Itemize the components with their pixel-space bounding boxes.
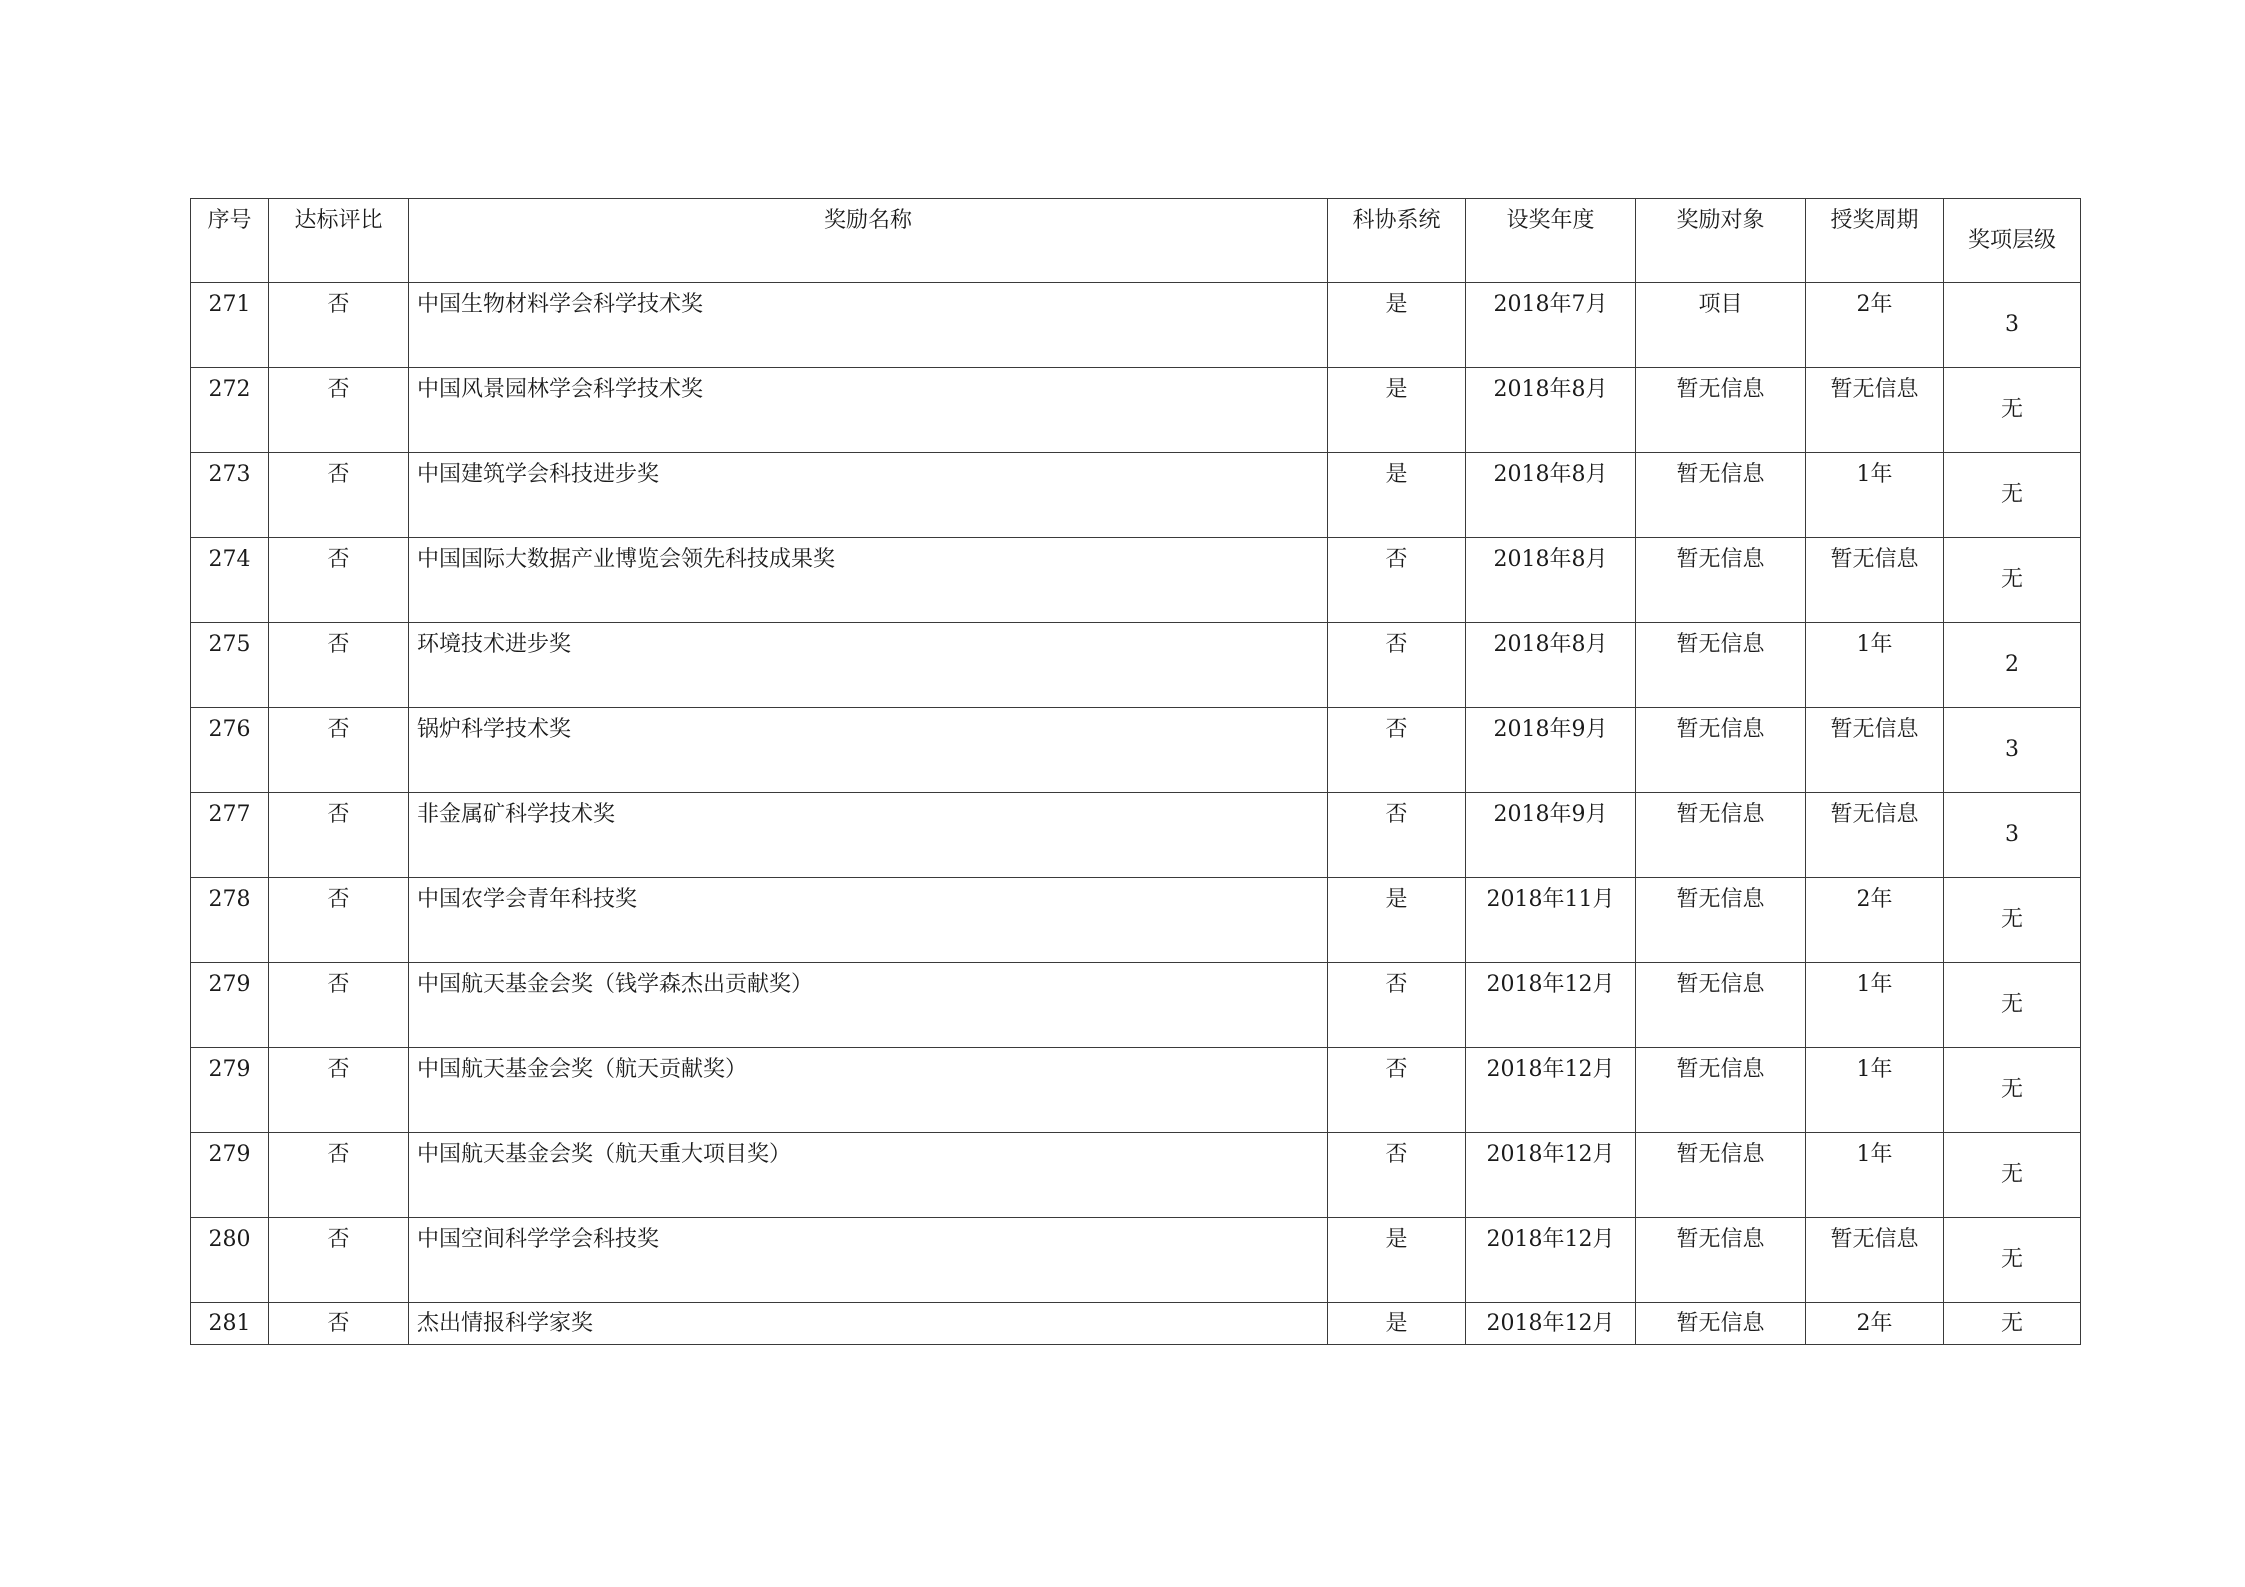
cell-kx-text: 否 xyxy=(1385,632,1408,657)
cell-name xyxy=(409,1218,1328,1303)
cell-year-text: 2018年12月 xyxy=(1486,972,1615,997)
header-kx xyxy=(1328,199,1466,283)
cell-kx-text: 是 xyxy=(1385,887,1408,912)
cell-year-text: 2018年12月 xyxy=(1486,1057,1615,1082)
cell-name-text: 中国空间科学学会科技奖 xyxy=(417,1227,660,1252)
cell-no xyxy=(191,708,269,793)
cell-level xyxy=(1944,453,2081,538)
cell-level-text: 无 xyxy=(2000,1077,2023,1102)
cell-target-text: 暂无信息 xyxy=(1676,547,1765,572)
cell-no-text: 275 xyxy=(208,632,251,657)
cell-no xyxy=(191,368,269,453)
cell-name xyxy=(409,283,1328,368)
cell-no xyxy=(191,793,269,878)
cell-eval-text: 否 xyxy=(327,377,350,402)
table-row xyxy=(191,708,2081,793)
cell-eval xyxy=(269,793,409,878)
cell-name xyxy=(409,453,1328,538)
cell-name-text: 中国航天基金会奖（航天贡献奖） xyxy=(417,1057,748,1082)
cell-eval-text: 否 xyxy=(327,1227,350,1252)
cell-no-text: 271 xyxy=(208,292,251,317)
cell-target xyxy=(1636,283,1806,368)
cell-kx xyxy=(1328,963,1466,1048)
cell-no-text: 276 xyxy=(208,717,251,742)
cell-name-text: 中国航天基金会奖（航天重大项目奖） xyxy=(417,1142,792,1167)
table-row xyxy=(191,623,2081,708)
cell-eval xyxy=(269,453,409,538)
header-year-label: 设奖年度 xyxy=(1506,208,1595,233)
cell-eval xyxy=(269,368,409,453)
cell-eval-text: 否 xyxy=(327,547,350,572)
cell-target-text: 暂无信息 xyxy=(1676,1057,1765,1082)
cell-year-text: 2018年8月 xyxy=(1493,462,1608,487)
cell-level-text: 3 xyxy=(2005,312,2019,337)
cell-cycle-text: 1年 xyxy=(1856,632,1893,657)
cell-no-text: 280 xyxy=(208,1227,251,1252)
cell-level-text: 3 xyxy=(2005,822,2019,847)
cell-name xyxy=(409,1048,1328,1133)
cell-no-text: 277 xyxy=(208,802,251,827)
cell-kx-text: 是 xyxy=(1385,292,1408,317)
cell-eval xyxy=(269,1303,409,1345)
cell-level-text: 无 xyxy=(2000,397,2023,422)
cell-level-text: 无 xyxy=(2000,482,2023,507)
cell-eval xyxy=(269,708,409,793)
cell-kx-text: 否 xyxy=(1385,802,1408,827)
header-target-label: 奖励对象 xyxy=(1676,208,1765,233)
cell-year xyxy=(1466,1218,1636,1303)
cell-kx xyxy=(1328,1133,1466,1218)
cell-eval xyxy=(269,1048,409,1133)
cell-target-text: 项目 xyxy=(1698,292,1743,317)
table-row xyxy=(191,1218,2081,1303)
cell-level-text: 无 xyxy=(2000,907,2023,932)
cell-kx xyxy=(1328,368,1466,453)
header-no-label: 序号 xyxy=(207,208,252,233)
cell-cycle xyxy=(1806,1218,1944,1303)
cell-eval-text: 否 xyxy=(327,1310,350,1336)
cell-eval-text: 否 xyxy=(327,292,350,317)
cell-cycle xyxy=(1806,1048,1944,1133)
cell-target-text: 暂无信息 xyxy=(1676,1310,1765,1336)
cell-target xyxy=(1636,793,1806,878)
cell-cycle xyxy=(1806,538,1944,623)
cell-name xyxy=(409,538,1328,623)
cell-eval xyxy=(269,1133,409,1218)
table-row xyxy=(191,1133,2081,1218)
cell-level-text: 无 xyxy=(2000,992,2023,1017)
cell-level-text: 无 xyxy=(2000,1247,2023,1272)
cell-name-text: 环境技术进步奖 xyxy=(417,632,572,657)
cell-eval-text: 否 xyxy=(327,972,350,997)
cell-target-text: 暂无信息 xyxy=(1676,1227,1765,1252)
cell-cycle-text: 2年 xyxy=(1856,292,1893,317)
header-cycle-label: 授奖周期 xyxy=(1830,208,1919,233)
cell-no xyxy=(191,453,269,538)
cell-cycle xyxy=(1806,1133,1944,1218)
cell-level xyxy=(1944,538,2081,623)
cell-kx xyxy=(1328,708,1466,793)
cell-name-text: 杰出情报科学家奖 xyxy=(417,1310,594,1336)
header-level-label: 奖项层级 xyxy=(1967,227,2056,253)
cell-kx xyxy=(1328,283,1466,368)
cell-target xyxy=(1636,538,1806,623)
cell-eval-text: 否 xyxy=(327,1142,350,1167)
cell-kx xyxy=(1328,453,1466,538)
cell-cycle xyxy=(1806,368,1944,453)
cell-no-text: 272 xyxy=(208,377,251,402)
cell-no xyxy=(191,963,269,1048)
cell-kx-text: 是 xyxy=(1385,1227,1408,1252)
cell-cycle xyxy=(1806,283,1944,368)
cell-kx-text: 否 xyxy=(1385,972,1408,997)
cell-cycle-text: 1年 xyxy=(1856,462,1893,487)
cell-kx xyxy=(1328,878,1466,963)
cell-kx-text: 否 xyxy=(1385,547,1408,572)
cell-level-text: 3 xyxy=(2005,737,2019,762)
cell-name-text: 锅炉科学技术奖 xyxy=(417,717,572,742)
cell-no-text: 278 xyxy=(208,887,251,912)
cell-level xyxy=(1944,963,2081,1048)
cell-target xyxy=(1636,878,1806,963)
cell-target xyxy=(1636,1048,1806,1133)
cell-cycle-text: 暂无信息 xyxy=(1830,802,1919,827)
cell-level xyxy=(1944,1303,2081,1345)
cell-level-text: 2 xyxy=(2005,652,2019,677)
cell-no-text: 273 xyxy=(208,462,251,487)
table-row xyxy=(191,1303,2081,1345)
cell-level xyxy=(1944,368,2081,453)
cell-name xyxy=(409,708,1328,793)
cell-level xyxy=(1944,793,2081,878)
cell-eval xyxy=(269,878,409,963)
cell-level xyxy=(1944,1133,2081,1218)
cell-no xyxy=(191,623,269,708)
cell-year-text: 2018年11月 xyxy=(1486,887,1615,912)
cell-target xyxy=(1636,708,1806,793)
header-year xyxy=(1466,199,1636,283)
cell-level xyxy=(1944,1218,2081,1303)
header-eval xyxy=(269,199,409,283)
cell-no-text: 279 xyxy=(208,972,251,997)
table-row xyxy=(191,368,2081,453)
cell-year-text: 2018年12月 xyxy=(1486,1227,1615,1252)
cell-no xyxy=(191,1133,269,1218)
cell-eval xyxy=(269,283,409,368)
cell-no-text: 279 xyxy=(208,1142,251,1167)
cell-cycle xyxy=(1806,708,1944,793)
cell-kx xyxy=(1328,1303,1466,1345)
cell-cycle-text: 暂无信息 xyxy=(1830,717,1919,742)
cell-year xyxy=(1466,368,1636,453)
cell-cycle xyxy=(1806,793,1944,878)
header-name xyxy=(409,199,1328,283)
cell-eval-text: 否 xyxy=(327,887,350,912)
cell-name xyxy=(409,368,1328,453)
table-row xyxy=(191,1048,2081,1133)
cell-year-text: 2018年12月 xyxy=(1486,1142,1615,1167)
cell-eval-text: 否 xyxy=(327,802,350,827)
cell-name xyxy=(409,793,1328,878)
cell-eval-text: 否 xyxy=(327,1057,350,1082)
table-header-row xyxy=(191,199,2081,283)
table-row xyxy=(191,793,2081,878)
cell-target-text: 暂无信息 xyxy=(1676,462,1765,487)
cell-name-text: 中国航天基金会奖（钱学森杰出贡献奖） xyxy=(417,972,814,997)
cell-level xyxy=(1944,623,2081,708)
cell-cycle-text: 暂无信息 xyxy=(1830,377,1919,402)
cell-year-text: 2018年12月 xyxy=(1486,1310,1615,1336)
cell-year-text: 2018年8月 xyxy=(1493,632,1608,657)
cell-eval-text: 否 xyxy=(327,717,350,742)
cell-kx-text: 是 xyxy=(1385,1310,1408,1336)
cell-year xyxy=(1466,878,1636,963)
cell-year xyxy=(1466,283,1636,368)
cell-kx-text: 否 xyxy=(1385,1057,1408,1082)
header-target xyxy=(1636,199,1806,283)
cell-kx xyxy=(1328,1048,1466,1133)
cell-year xyxy=(1466,1133,1636,1218)
cell-kx-text: 是 xyxy=(1385,377,1408,402)
table-row xyxy=(191,538,2081,623)
cell-cycle xyxy=(1806,878,1944,963)
cell-cycle-text: 1年 xyxy=(1856,1057,1893,1082)
cell-target xyxy=(1636,1303,1806,1345)
cell-cycle-text: 暂无信息 xyxy=(1830,547,1919,572)
cell-level xyxy=(1944,708,2081,793)
cell-target xyxy=(1636,368,1806,453)
cell-year-text: 2018年9月 xyxy=(1493,717,1608,742)
cell-kx xyxy=(1328,1218,1466,1303)
cell-no xyxy=(191,1303,269,1345)
cell-cycle xyxy=(1806,1303,1944,1345)
cell-target xyxy=(1636,623,1806,708)
table-row xyxy=(191,878,2081,963)
cell-level-text: 无 xyxy=(2000,1310,2023,1336)
cell-level xyxy=(1944,878,2081,963)
cell-no xyxy=(191,1048,269,1133)
header-no xyxy=(191,199,269,283)
cell-target-text: 暂无信息 xyxy=(1676,1142,1765,1167)
header-cycle xyxy=(1806,199,1944,283)
cell-target xyxy=(1636,1133,1806,1218)
cell-cycle-text: 1年 xyxy=(1856,1142,1893,1167)
cell-name-text: 中国国际大数据产业博览会领先科技成果奖 xyxy=(417,547,836,572)
cell-name-text: 中国农学会青年科技奖 xyxy=(417,887,638,912)
cell-year xyxy=(1466,793,1636,878)
header-level xyxy=(1944,199,2081,283)
cell-no-text: 281 xyxy=(208,1310,251,1336)
header-eval-label: 达标评比 xyxy=(294,208,383,233)
cell-target xyxy=(1636,453,1806,538)
cell-year xyxy=(1466,1303,1636,1345)
cell-year-text: 2018年8月 xyxy=(1493,547,1608,572)
cell-year xyxy=(1466,708,1636,793)
cell-year xyxy=(1466,453,1636,538)
cell-target-text: 暂无信息 xyxy=(1676,887,1765,912)
cell-kx-text: 否 xyxy=(1385,717,1408,742)
cell-year-text: 2018年8月 xyxy=(1493,377,1608,402)
header-name-label: 奖励名称 xyxy=(823,208,912,233)
cell-cycle-text: 暂无信息 xyxy=(1830,1227,1919,1252)
header-kx-label: 科协系统 xyxy=(1352,208,1441,233)
cell-cycle xyxy=(1806,623,1944,708)
cell-no xyxy=(191,283,269,368)
cell-name xyxy=(409,878,1328,963)
cell-target-text: 暂无信息 xyxy=(1676,632,1765,657)
cell-year-text: 2018年7月 xyxy=(1493,292,1608,317)
cell-kx-text: 否 xyxy=(1385,1142,1408,1167)
cell-cycle-text: 1年 xyxy=(1856,972,1893,997)
cell-target xyxy=(1636,1218,1806,1303)
cell-level-text: 无 xyxy=(2000,1162,2023,1187)
cell-year xyxy=(1466,963,1636,1048)
cell-eval xyxy=(269,1218,409,1303)
cell-kx xyxy=(1328,538,1466,623)
cell-cycle-text: 2年 xyxy=(1856,1310,1893,1336)
table-body xyxy=(191,283,2081,1345)
cell-eval-text: 否 xyxy=(327,632,350,657)
cell-kx-text: 是 xyxy=(1385,462,1408,487)
cell-year xyxy=(1466,623,1636,708)
cell-year-text: 2018年9月 xyxy=(1493,802,1608,827)
cell-kx xyxy=(1328,793,1466,878)
cell-kx xyxy=(1328,623,1466,708)
cell-level xyxy=(1944,1048,2081,1133)
cell-name xyxy=(409,623,1328,708)
cell-target-text: 暂无信息 xyxy=(1676,802,1765,827)
cell-name-text: 非金属矿科学技术奖 xyxy=(417,802,616,827)
cell-target-text: 暂无信息 xyxy=(1676,717,1765,742)
cell-name xyxy=(409,1303,1328,1345)
cell-eval xyxy=(269,963,409,1048)
cell-eval xyxy=(269,623,409,708)
cell-cycle xyxy=(1806,963,1944,1048)
cell-target xyxy=(1636,963,1806,1048)
table-row xyxy=(191,453,2081,538)
cell-level xyxy=(1944,283,2081,368)
cell-eval xyxy=(269,538,409,623)
cell-name-text: 中国生物材料学会科学技术奖 xyxy=(417,292,704,317)
cell-year xyxy=(1466,1048,1636,1133)
cell-target-text: 暂无信息 xyxy=(1676,377,1765,402)
cell-no-text: 279 xyxy=(208,1057,251,1082)
cell-cycle xyxy=(1806,453,1944,538)
table-row xyxy=(191,963,2081,1048)
cell-name-text: 中国建筑学会科技进步奖 xyxy=(417,462,660,487)
cell-year xyxy=(1466,538,1636,623)
cell-eval-text: 否 xyxy=(327,462,350,487)
cell-name xyxy=(409,1133,1328,1218)
cell-no xyxy=(191,878,269,963)
cell-target-text: 暂无信息 xyxy=(1676,972,1765,997)
cell-name xyxy=(409,963,1328,1048)
awards-table xyxy=(190,198,2081,1345)
cell-no-text: 274 xyxy=(208,547,251,572)
cell-no xyxy=(191,538,269,623)
cell-no xyxy=(191,1218,269,1303)
table-row xyxy=(191,283,2081,368)
cell-level-text: 无 xyxy=(2000,567,2023,592)
cell-cycle-text: 2年 xyxy=(1856,887,1893,912)
cell-name-text: 中国风景园林学会科学技术奖 xyxy=(417,377,704,402)
